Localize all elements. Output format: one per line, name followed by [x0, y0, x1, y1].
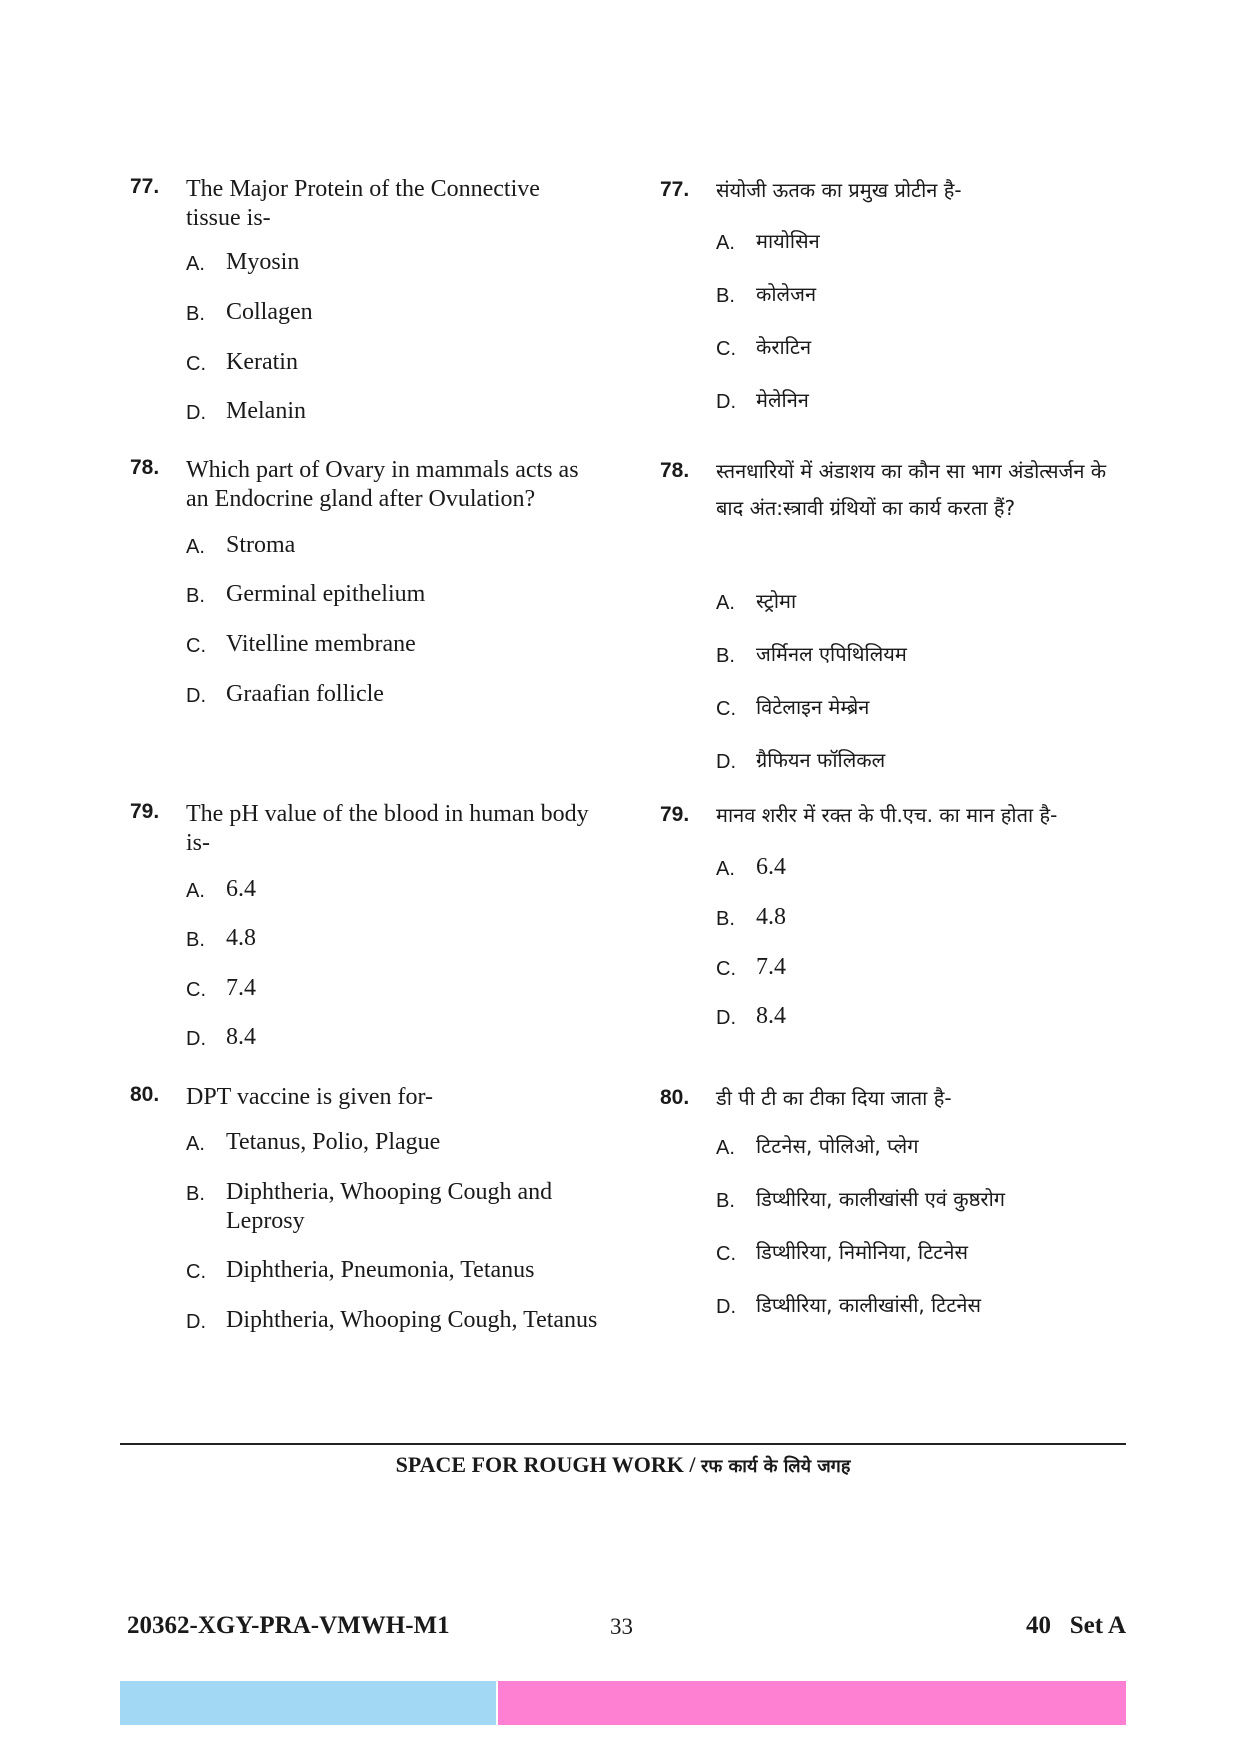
question-77-en	[130, 175, 600, 424]
option-d	[716, 1291, 1136, 1320]
option-text: Tetanus, Polio, Plague	[226, 1129, 441, 1155]
option-text: 6.4	[226, 876, 256, 902]
option-a	[716, 1132, 1136, 1161]
option-letter: B.	[186, 929, 205, 951]
question-number: 80.	[660, 1086, 690, 1109]
option-letter: C.	[716, 338, 736, 360]
question-number: 78.	[660, 459, 690, 482]
option-b	[186, 1178, 606, 1236]
option-b	[186, 298, 606, 327]
option-letter: C.	[716, 698, 736, 720]
option-letter: B.	[186, 1183, 205, 1205]
option-letter: D.	[716, 1007, 736, 1029]
option-text: मायोसिन	[756, 229, 820, 253]
option-letter: B.	[186, 303, 205, 325]
rough-work-divider	[120, 1443, 1126, 1445]
option-letter: D.	[716, 1296, 736, 1318]
option-letter: A.	[716, 232, 735, 254]
option-a	[186, 1128, 606, 1157]
option-d	[186, 1023, 606, 1052]
option-d	[716, 386, 1136, 415]
rough-work-label-hi: रफ कार्य के लिये जगह	[700, 1456, 851, 1477]
option-letter: B.	[716, 1190, 735, 1212]
question-text: स्तनधारियों में अंडाशय का कौन सा भाग अंडोत्सर्जन के बाद अंत:स्त्रावी ग्रंथियों का कार्य करता हैं?	[716, 459, 1107, 520]
footer-bar-right	[498, 1681, 1126, 1725]
option-c	[716, 1238, 1136, 1267]
question-79-hi	[660, 797, 1130, 1029]
option-letter: D.	[186, 402, 206, 424]
option-text: कोलेजन	[756, 282, 817, 306]
option-letter: D.	[186, 685, 206, 707]
option-text: केराटिन	[756, 335, 812, 359]
option-letter: B.	[716, 285, 735, 307]
question-text: डी पी टी का टीका दिया जाता है-	[716, 1086, 952, 1110]
rough-work-label	[120, 1452, 1126, 1478]
option-d	[186, 680, 606, 709]
option-letter: D.	[186, 1311, 206, 1333]
option-b	[716, 280, 1136, 309]
option-letter: C.	[186, 979, 206, 1001]
question-number: 78.	[130, 456, 160, 479]
option-c	[716, 693, 1136, 722]
option-text: 4.8	[226, 925, 256, 951]
option-letter: A.	[186, 880, 205, 902]
option-letter: A.	[716, 858, 735, 880]
option-text: डिप्थीरिया, कालीखांसी एवं कुष्ठरोग	[756, 1187, 1006, 1211]
option-a	[716, 227, 1136, 256]
rough-work-label-en: SPACE FOR ROUGH WORK /	[395, 1452, 701, 1477]
option-b	[716, 640, 1136, 669]
option-b	[186, 924, 606, 953]
question-number: 80.	[130, 1083, 160, 1106]
option-d	[716, 1002, 1136, 1031]
option-text: Collagen	[226, 299, 313, 325]
question-77-hi	[660, 172, 1130, 413]
option-text: 8.4	[226, 1024, 256, 1050]
question-80-en	[130, 1083, 600, 1333]
option-text: डिप्थीरिया, कालीखांसी, टिटनेस	[756, 1293, 982, 1317]
option-a	[186, 248, 606, 277]
option-text: 8.4	[756, 1003, 786, 1029]
option-text: 7.4	[226, 975, 256, 1001]
option-letter: A.	[716, 592, 735, 614]
option-text: 7.4	[756, 954, 786, 980]
option-b	[716, 1185, 1136, 1214]
option-c	[716, 953, 1136, 982]
option-text: Diphtheria, Whooping Cough, Tetanus	[226, 1307, 598, 1333]
option-text: ग्रैफियन फॉलिकल	[756, 748, 886, 772]
option-letter: C.	[716, 1243, 736, 1265]
option-text: जर्मिनल एपिथिलियम	[756, 642, 907, 666]
option-a	[186, 875, 606, 904]
question-text: Which part of Ovary in mammals acts as an Endocrine gland after Ovulation?	[186, 457, 579, 512]
option-letter: A.	[186, 536, 205, 558]
option-a	[716, 587, 1136, 616]
question-79-en	[130, 800, 600, 1050]
option-letter: B.	[186, 585, 205, 607]
question-number: 79.	[130, 800, 160, 823]
option-text: Vitelline membrane	[226, 631, 416, 657]
option-text: मेलेनिन	[756, 388, 809, 412]
option-text: Graafian follicle	[226, 681, 384, 707]
question-text: The Major Protein of the Connective tissue is-	[186, 176, 540, 231]
option-letter: A.	[186, 253, 205, 275]
option-text: Stroma	[226, 532, 296, 558]
question-text: मानव शरीर में रक्त के पी.एच. का मान होता है-	[716, 803, 1058, 827]
option-text: Keratin	[226, 349, 298, 375]
option-text: डिप्थीरिया, निमोनिया, टिटनेस	[756, 1240, 969, 1264]
set-label: 40 Set A	[1026, 1612, 1126, 1639]
page-number: 33	[610, 1614, 633, 1639]
option-letter: A.	[716, 1137, 735, 1159]
question-number: 77.	[130, 175, 160, 198]
option-a	[716, 853, 1136, 882]
option-letter: D.	[716, 391, 736, 413]
booklet-code: 20362-XGY-PRA-VMWH-M1	[127, 1612, 450, 1639]
option-letter: D.	[716, 751, 736, 773]
option-a	[186, 531, 606, 560]
question-78-en	[130, 456, 600, 707]
option-d	[716, 746, 1136, 775]
question-number: 79.	[660, 803, 690, 826]
option-letter: A.	[186, 1133, 205, 1155]
option-c	[716, 333, 1136, 362]
question-text: DPT vaccine is given for-	[186, 1084, 434, 1110]
question-78-hi	[660, 453, 1130, 773]
option-text: विटेलाइन मेम्ब्रेन	[756, 695, 870, 719]
option-text: 6.4	[756, 854, 786, 880]
option-letter: B.	[716, 908, 735, 930]
option-d	[186, 1306, 606, 1335]
option-text: Diphtheria, Pneumonia, Tetanus	[226, 1257, 535, 1283]
option-c	[186, 630, 606, 659]
option-b	[186, 580, 606, 609]
option-letter: C.	[716, 958, 736, 980]
option-d	[186, 397, 606, 426]
option-text: Diphtheria, Whooping Cough and Leprosy	[226, 1179, 553, 1234]
option-letter: D.	[186, 1028, 206, 1050]
option-letter: C.	[186, 353, 206, 375]
question-number: 77.	[660, 178, 690, 201]
option-b	[716, 903, 1136, 932]
question-80-hi	[660, 1080, 1130, 1318]
option-text: Melanin	[226, 398, 306, 424]
option-text: Germinal epithelium	[226, 581, 426, 607]
option-text: 4.8	[756, 904, 786, 930]
option-text: स्ट्रोमा	[756, 589, 797, 613]
option-letter: B.	[716, 645, 735, 667]
question-text: संयोजी ऊतक का प्रमुख प्रोटीन है-	[716, 178, 962, 202]
question-text: The pH value of the blood in human body is-	[186, 801, 589, 856]
option-text: Myosin	[226, 249, 300, 275]
option-c	[186, 1256, 606, 1285]
option-c	[186, 974, 606, 1003]
option-c	[186, 348, 606, 377]
option-letter: C.	[186, 1261, 206, 1283]
option-text: टिटनेस, पोलिओ, प्लेग	[756, 1134, 919, 1158]
option-letter: C.	[186, 635, 206, 657]
footer-bar-left	[120, 1681, 496, 1725]
